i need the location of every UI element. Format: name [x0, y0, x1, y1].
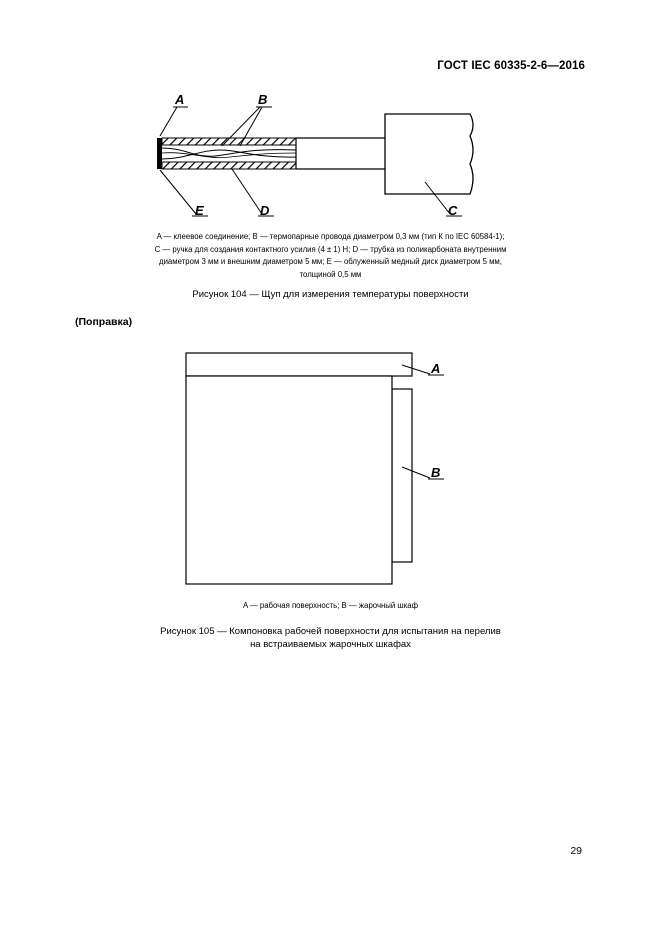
legend104-line4: толщиной 0,5 мм: [299, 269, 362, 279]
leader-e: [160, 170, 196, 214]
label-d: D: [260, 203, 270, 218]
label-b: B: [258, 92, 268, 107]
figure105-legend: [100, 600, 561, 613]
label-e: E: [195, 203, 204, 218]
disc-e: [157, 138, 162, 169]
legend104-line3: диаметром 3 мм и внешним диаметром 5 мм; E — облуженный медный диск диаметром 5 мм,: [159, 257, 502, 266]
label-105-b: B: [431, 465, 441, 480]
caption105-line2: на встраиваемых жарочных шкафах: [250, 639, 411, 650]
tube-wall-bottom: [162, 162, 296, 169]
legend105-text: A — рабочая поверхность; B — жарочный шкаф: [242, 601, 419, 610]
document-header: ГОСТ IEC 60335-2-6—2016: [437, 60, 585, 72]
leader-a: [160, 107, 177, 136]
caption105-line1: Рисунок 105 — Компоновка рабочей поверхности для испытания на перелив: [160, 626, 501, 637]
oven-body-b: [186, 376, 392, 584]
page-number: 29: [570, 845, 582, 857]
legend104-line1: A — клеевое соединение; B — термопарные провода диаметром 0,3 мм (тип К по IEC 60584-1);: [156, 232, 505, 241]
layout-figure: [186, 353, 444, 584]
label-105-a: A: [431, 361, 441, 376]
figure104-caption-text: Рисунок 104 — Щуп для измерения температуры поверхности: [192, 289, 469, 300]
oven-door: [392, 389, 412, 562]
label-a: A: [175, 92, 185, 107]
work-surface-a: [186, 353, 412, 376]
figure104-legend: [100, 231, 561, 281]
leader-d: [232, 169, 262, 214]
probe-figure: [157, 92, 473, 218]
wire-1: [162, 148, 296, 156]
legend104-line2: C — ручка для создания контактного усилия (4 ± 1) Н; D — трубка из поликарбоната внутренним: [154, 244, 507, 254]
label-c: C: [448, 203, 458, 218]
handle-c: [385, 114, 473, 194]
figure104-caption: [60, 288, 601, 301]
section-note: (Поправка): [75, 316, 133, 328]
figure105-caption: [60, 625, 601, 651]
